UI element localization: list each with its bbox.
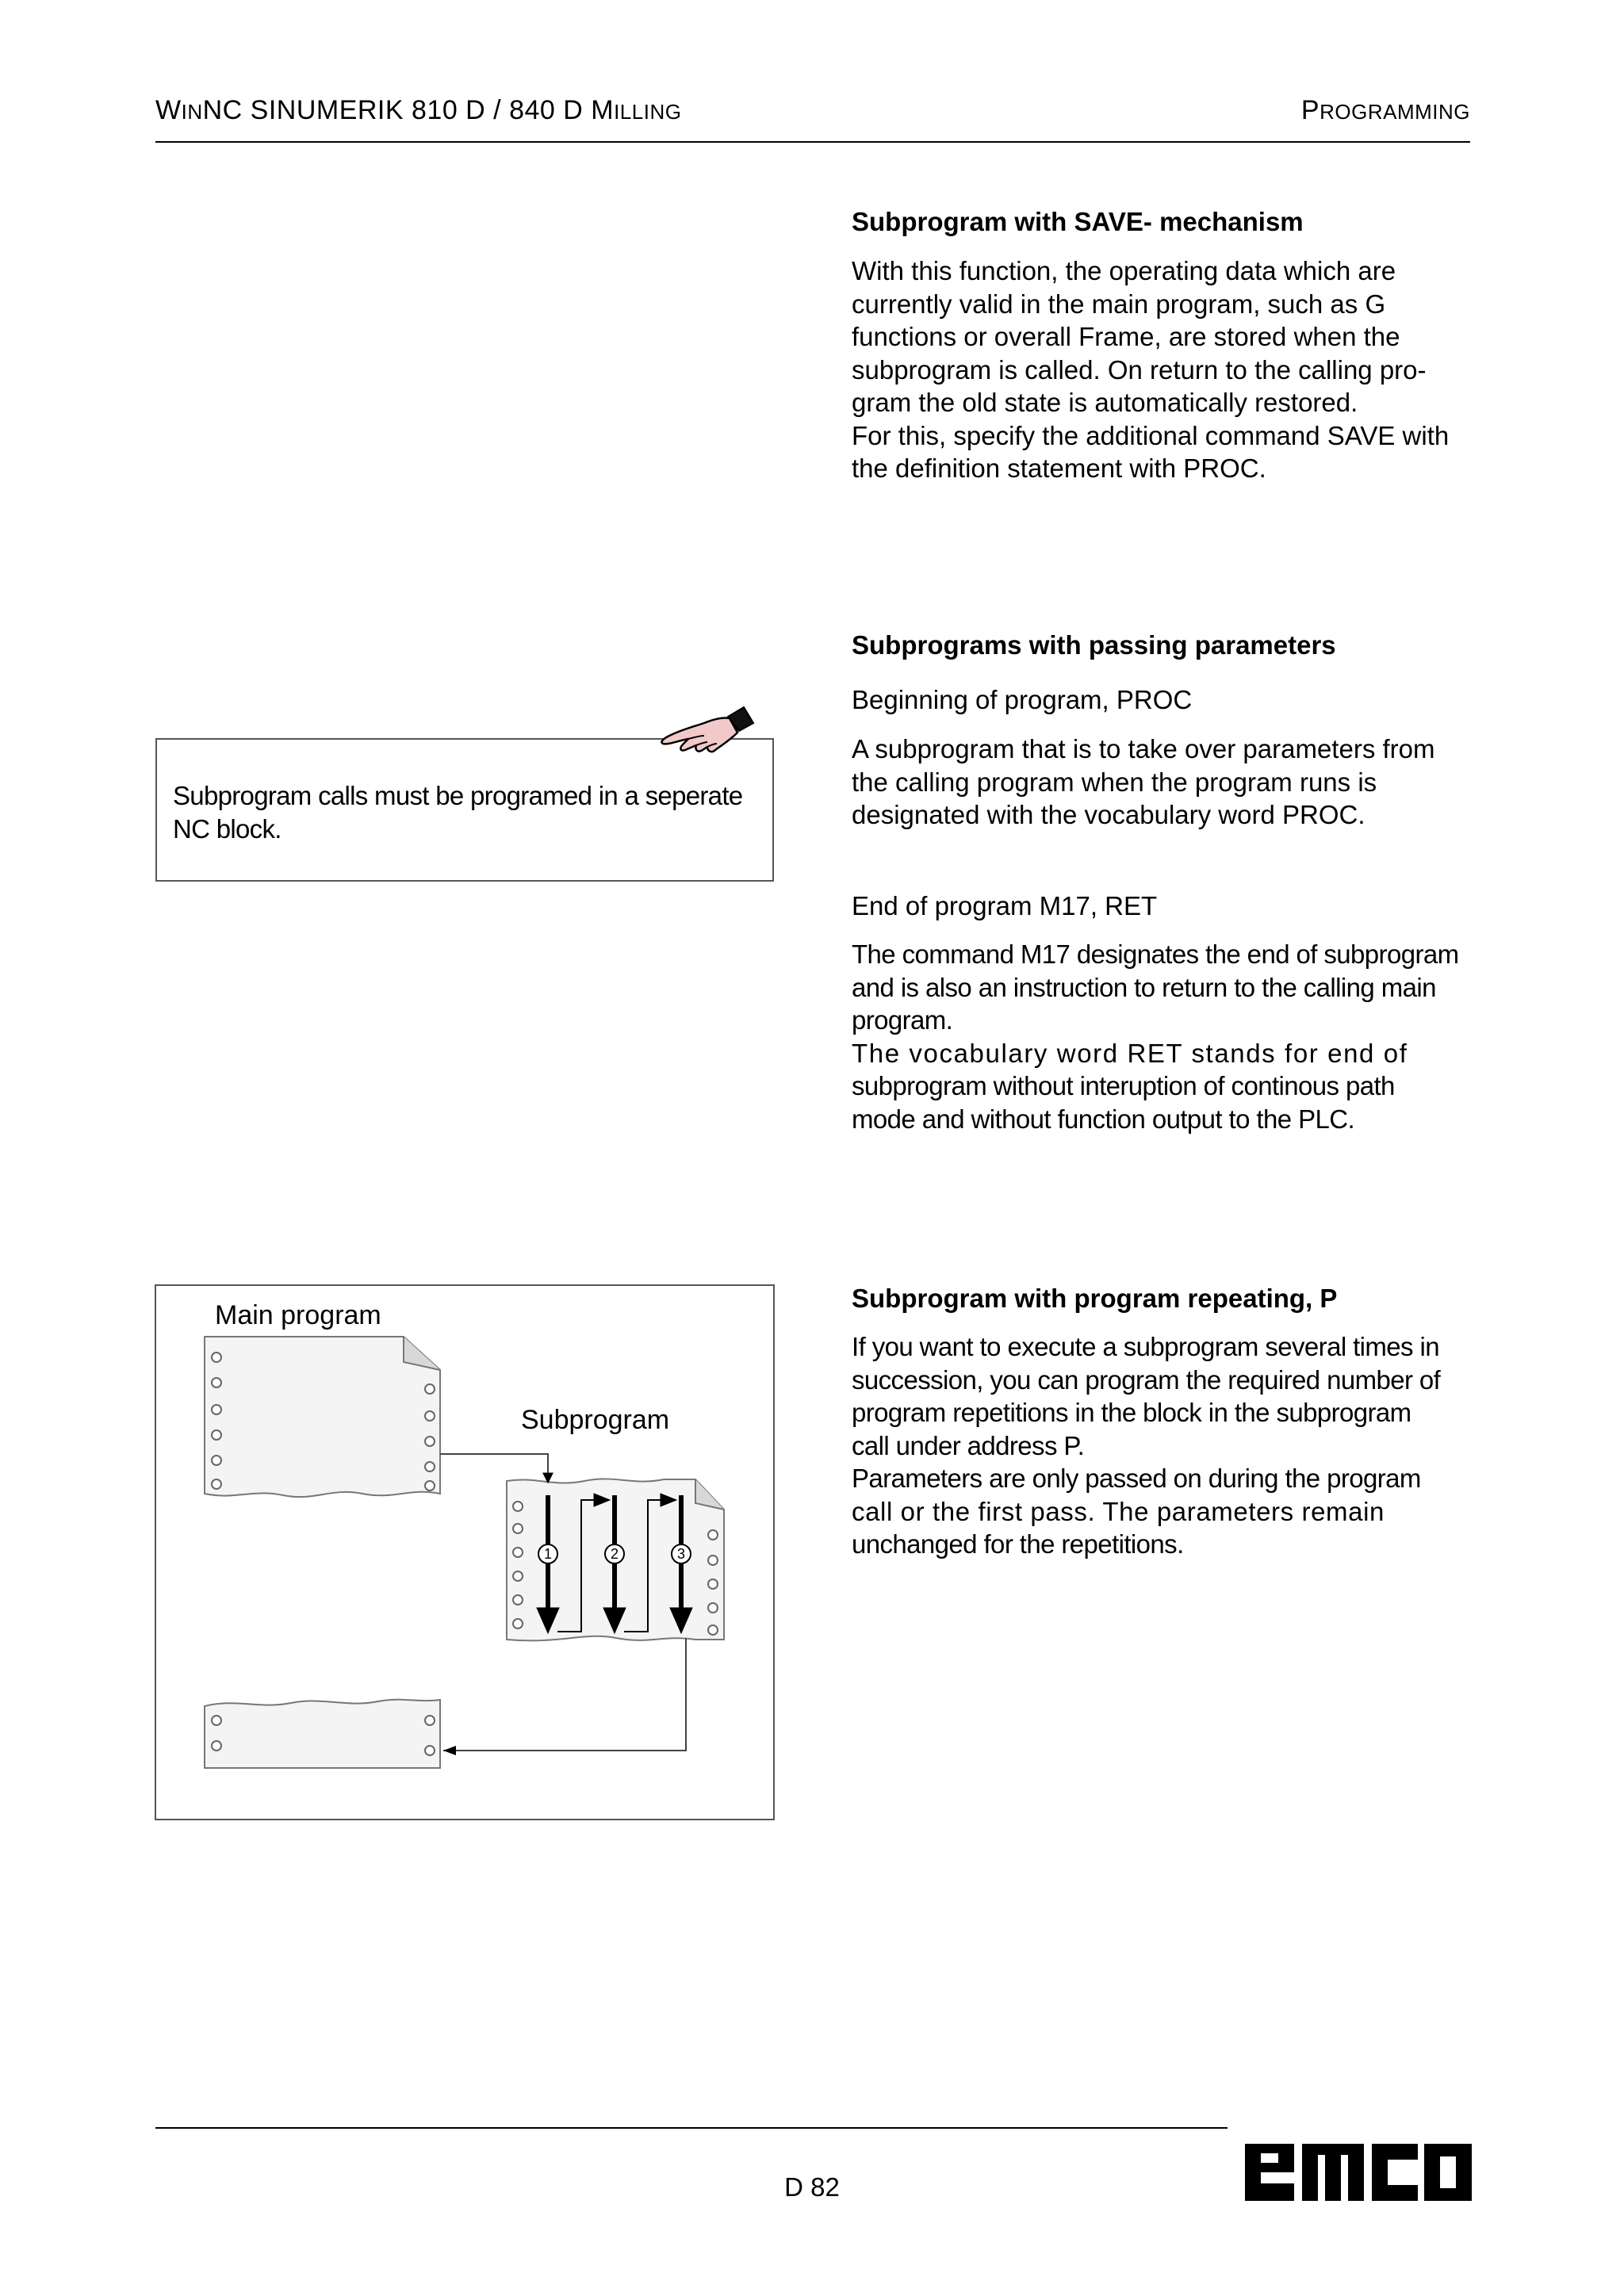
heading-passing-parameters: Subprograms with passing parameters <box>852 630 1336 660</box>
pass-number-3: 3 <box>676 1546 686 1562</box>
paragraph-save-mechanism: With this function, the operating data which are currently valid in the main program, such as G functions or overall Frame, are stored when the subprogram is called. On return to the calling pro- gram the old state is automatically restored. For this, specify the additional command SAVE with the definition statement with PROC. <box>852 256 1450 483</box>
main-program-return-sheet <box>205 1700 440 1768</box>
subheading-end-m17-ret: End of program M17, RET <box>852 891 1158 920</box>
pass-number-2: 2 <box>610 1546 619 1562</box>
pointing-hand-icon <box>655 704 758 774</box>
diagram-graphic <box>156 1286 775 1820</box>
emco-logo-icon <box>1245 2131 1472 2201</box>
paragraph-program-repeating: If you want to execute a subprogram several times in succession, you can program the required number of program repetitions in the block in the subprogram call under address P. Parameters are only passed on during the program call or the first pass. The parameters remain unchanged for the repetitions. <box>852 1332 1441 1559</box>
emco-logo-text: emco <box>1245 2131 1247 2132</box>
heading-program-repeating: Subprogram with program repeating, P <box>852 1284 1338 1313</box>
label-main-program: Main program <box>215 1300 381 1330</box>
footer-rule <box>155 2127 1228 2129</box>
pass-number-1: 1 <box>543 1546 553 1562</box>
document-title: WINNC SINUMERIK 810 D / 840 D MILLING <box>155 95 682 125</box>
label-subprogram: Subprogram <box>521 1405 670 1435</box>
paragraph-proc: A subprogram that is to take over parameters from the calling program when the program runs is designated with the vocabulary word PROC. <box>852 734 1435 829</box>
note-text: Subprogram calls must be programed in a seperate NC block. <box>173 781 743 844</box>
main-program-sheet <box>205 1337 440 1497</box>
chapter-title: PROGRAMMING <box>1300 95 1470 125</box>
subheading-begin-proc: Beginning of program, PROC <box>852 685 1193 714</box>
paragraph-m17-ret: The command M17 designates the end of subprogram and is also an instruction to return to the calling main program. The vocabulary word RET stands for end of subprogram without interuption of continous path mode and without function output to the PLC. <box>852 939 1459 1134</box>
page-number: D 82 <box>784 2172 840 2202</box>
subprogram-diagram <box>155 1284 775 1820</box>
header-rule <box>155 141 1470 143</box>
heading-save-mechanism: Subprogram with SAVE- mechanism <box>852 207 1304 236</box>
